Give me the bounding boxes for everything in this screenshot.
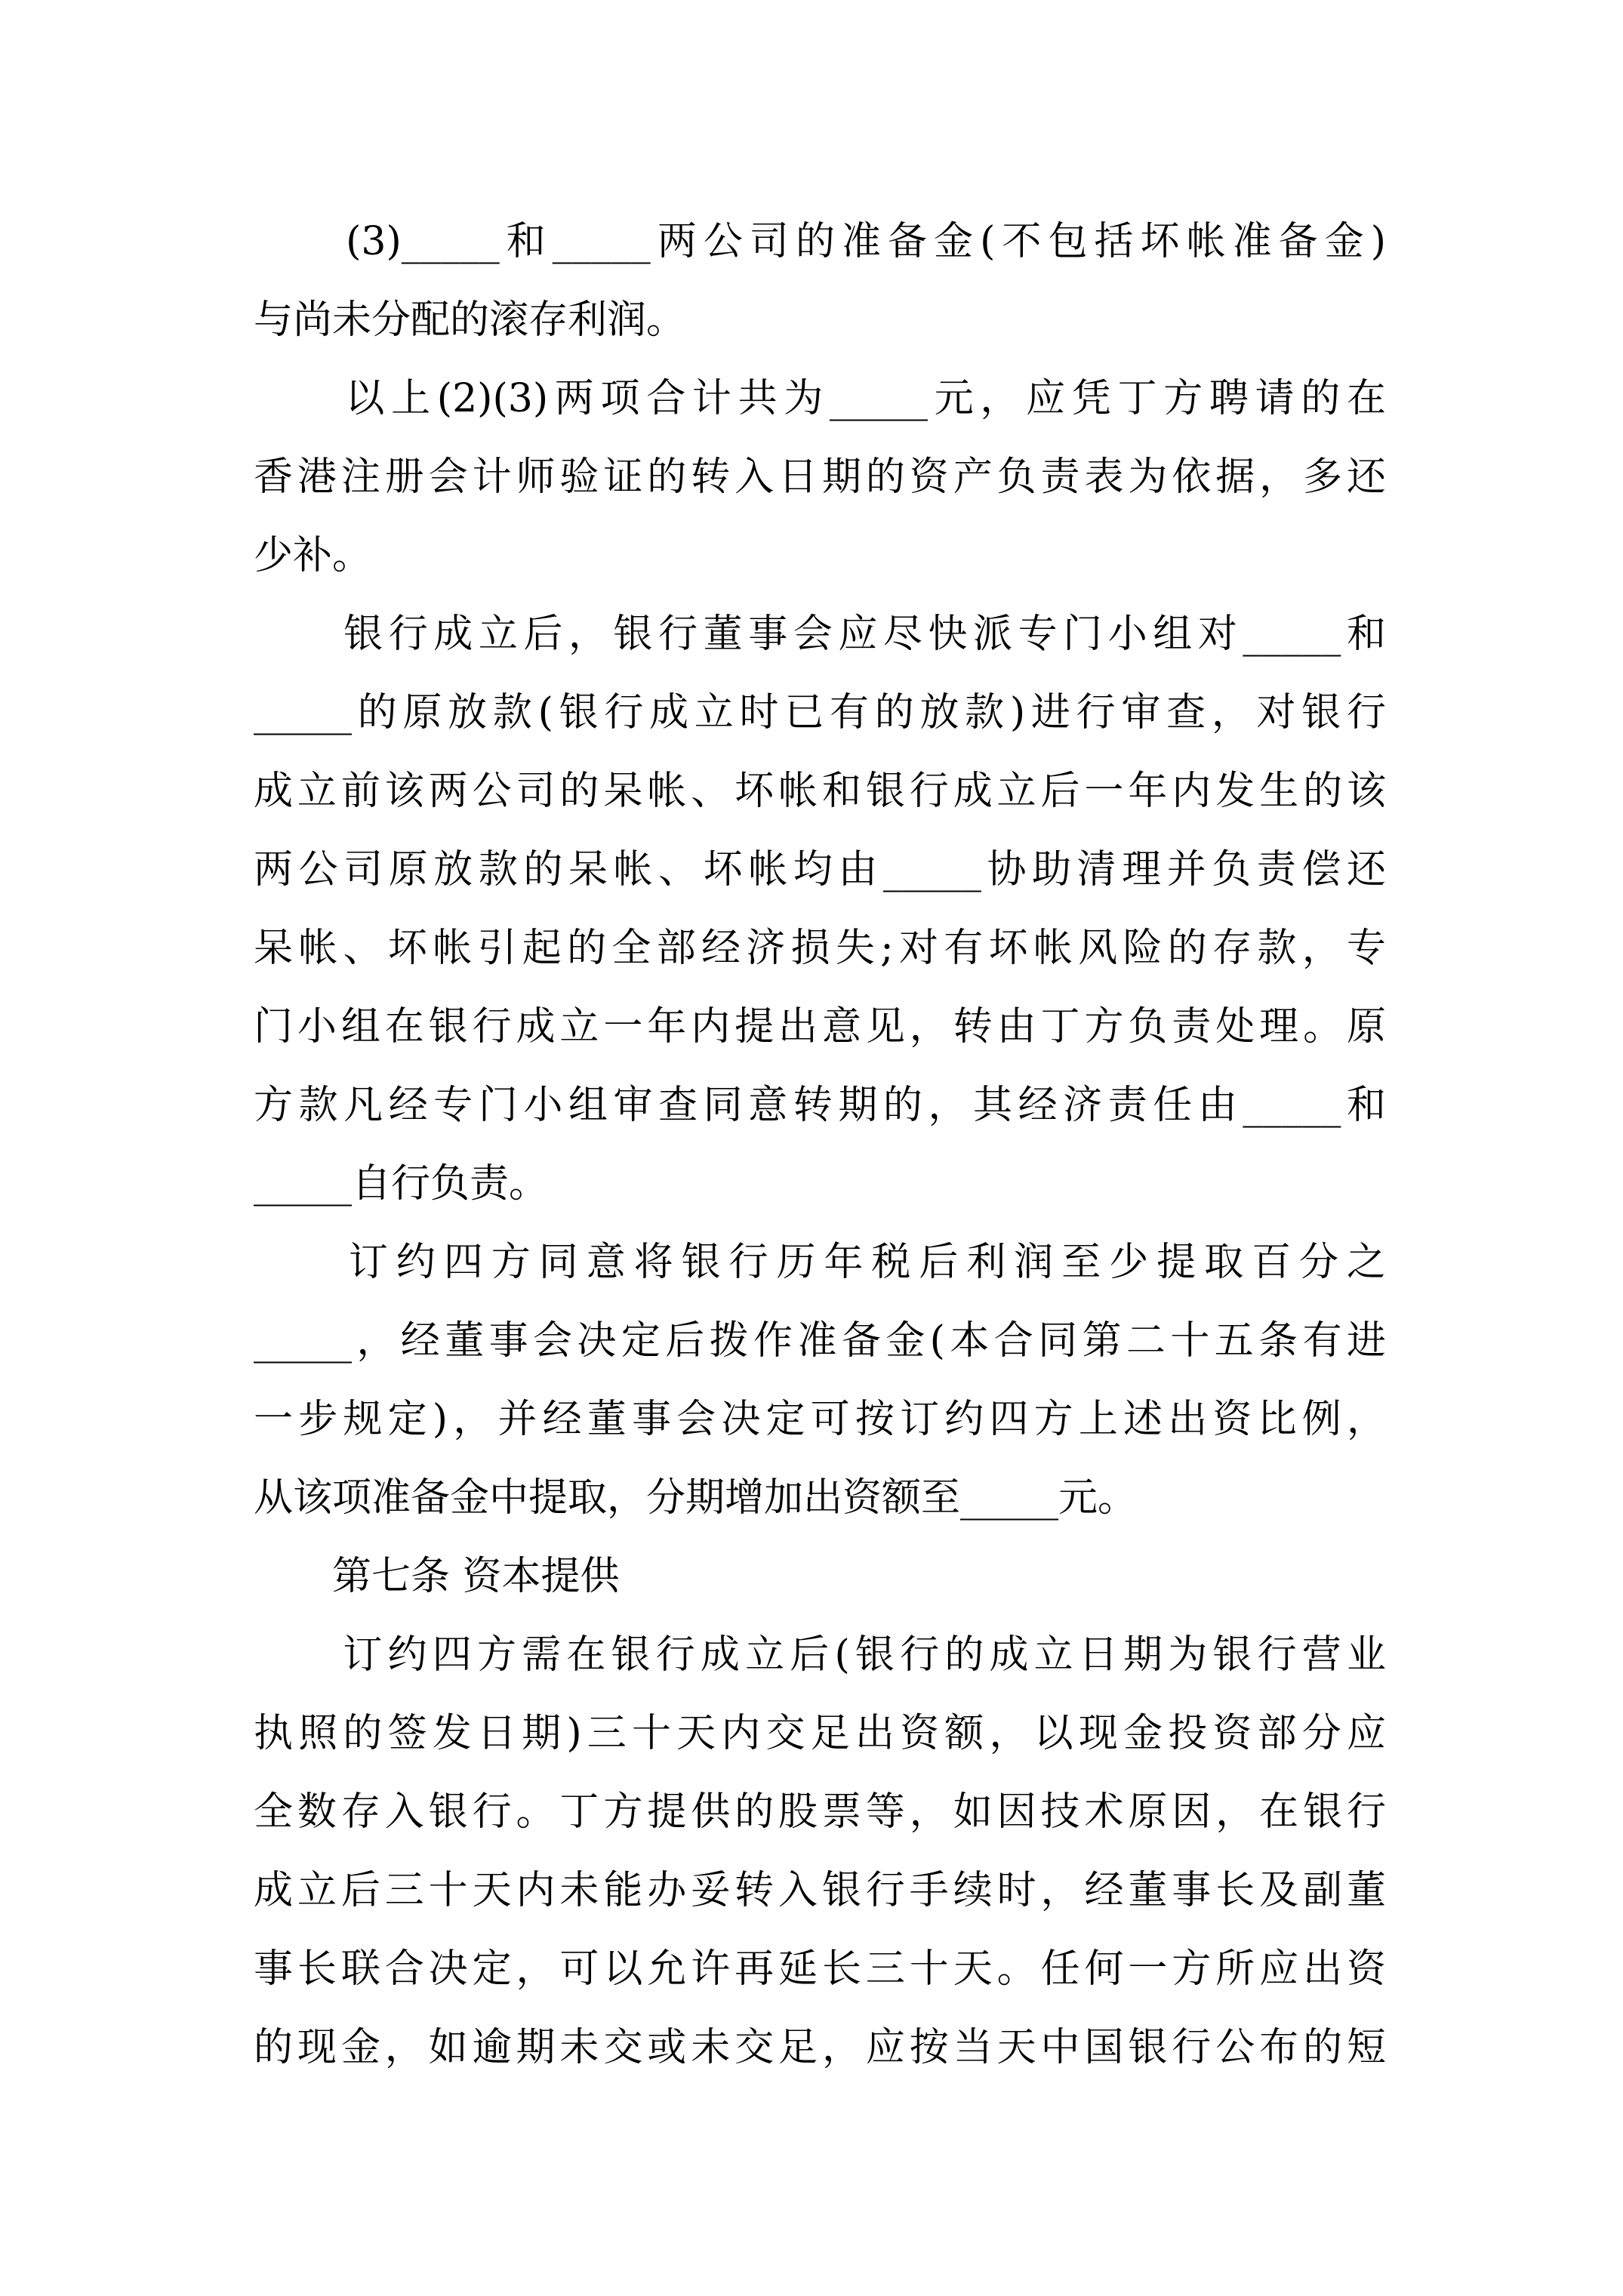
text-line: 成立后三十天内未能办妥转入银行手续时，经董事长及副董	[254, 1868, 1386, 1913]
text-line: _____，经董事会决定后拨作准备金(本合同第二十五条有进	[254, 1318, 1386, 1364]
text-line: _____的原放款(银行成立时已有的放款)进行审查，对银行	[254, 690, 1386, 735]
text-line: 订约四方需在银行成立后(银行的成立日期为银行营业	[254, 1632, 1386, 1678]
text-line: 执照的签发日期)三十天内交足出资额，以现金投资部分应	[254, 1711, 1386, 1756]
text-line: 门小组在银行成立一年内提出意见，转由丁方负责处理。原	[254, 1004, 1386, 1049]
text-line: 事长联合决定，可以允许再延长三十天。任何一方所应出资	[254, 1946, 1386, 1992]
text-line: 银行成立后，银行董事会应尽快派专门小组对_____和	[254, 612, 1386, 657]
text-line: 从该项准备金中提取，分期增加出资额至_____元。	[254, 1475, 1138, 1521]
text-line: 方款凡经专门小组审查同意转期的，其经济责任由_____和	[254, 1083, 1386, 1128]
text-line: 与尚未分配的滚存利润。	[254, 297, 686, 343]
text-line: 香港注册会计师验证的转入日期的资产负责表为依据，多还	[254, 455, 1386, 500]
text-line: 全数存入银行。丁方提供的股票等，如因技术原因，在银行	[254, 1789, 1386, 1835]
text-line: 呆帐、坏帐引起的全部经济损失;对有坏帐风险的存款，专	[254, 926, 1386, 971]
text-line: 一步规定)，并经董事会决定可按订约四方上述出资比例，	[254, 1397, 1386, 1442]
document-body	[254, 202, 1386, 2087]
text-line: 成立前该两公司的呆帐、坏帐和银行成立后一年内发生的该	[254, 769, 1386, 814]
text-line: 的现金，如逾期未交或未交足，应按当天中国银行公布的短	[254, 2025, 1386, 2070]
text-line: 订约四方同意将银行历年税后利润至少提取百分之	[254, 1240, 1386, 1285]
text-line: 两公司原放款的呆帐、坏帐均由_____协助清理并负责偿还	[254, 847, 1386, 892]
text-line: 少补。	[254, 533, 372, 578]
text-line: _____自行负责。	[254, 1161, 549, 1207]
text-line: 以上(2)(3)两项合计共为_____元，应凭丁方聘请的在	[254, 376, 1386, 421]
text-line: (3)_____和_____两公司的准备金(不包括坏帐准备金)	[254, 219, 1386, 264]
section-heading: 第七条 资本提供	[254, 1554, 620, 1599]
